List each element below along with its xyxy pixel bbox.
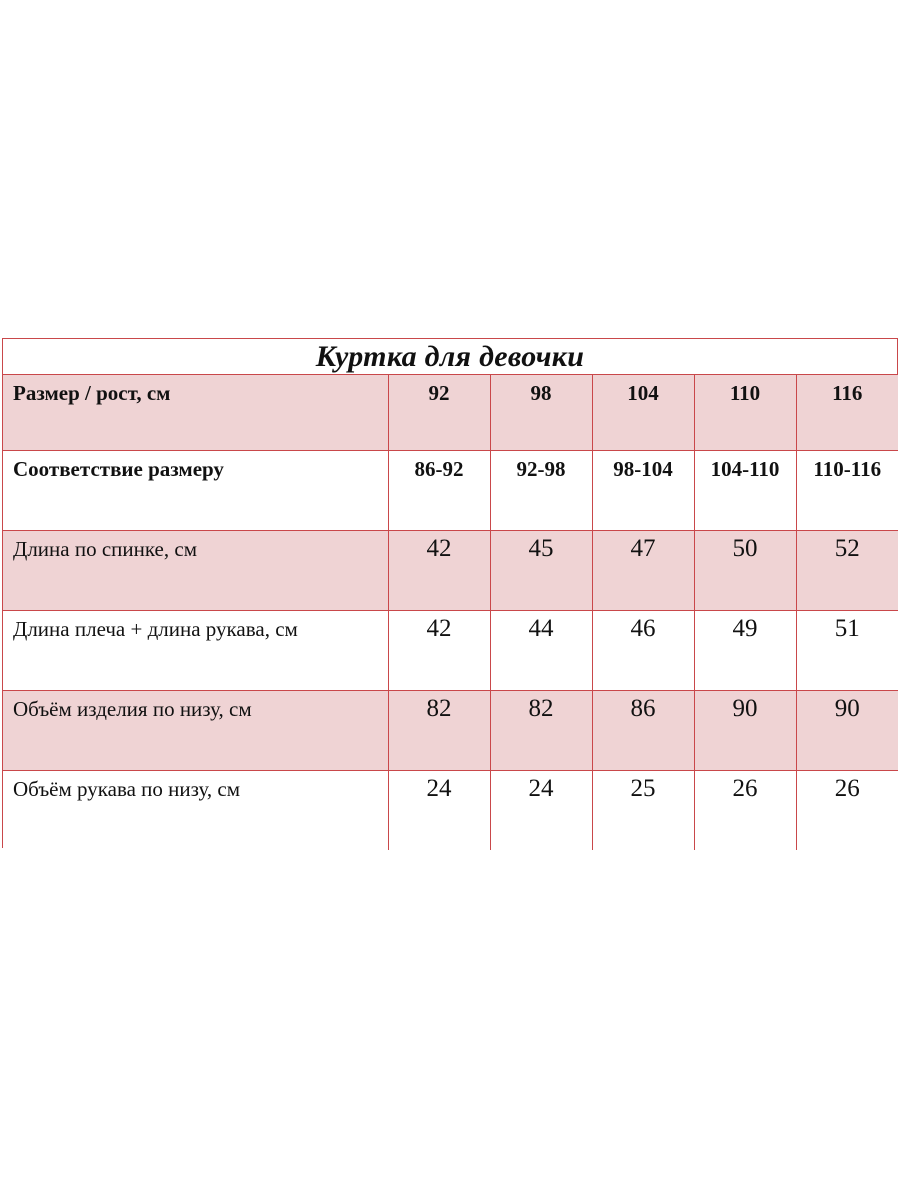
value-cell <box>592 450 694 530</box>
header-label: Размер / рост, см <box>13 381 171 405</box>
value-cell <box>694 690 796 770</box>
value-cell <box>592 690 694 770</box>
row-label-cell <box>3 450 388 530</box>
value-cell <box>694 770 796 850</box>
value-cell <box>388 530 490 610</box>
cell-value: 47 <box>630 534 656 562</box>
value-cell <box>796 610 898 690</box>
cell-value: 104-110 <box>710 456 780 481</box>
row-label-cell <box>3 530 388 610</box>
value-cell <box>796 530 898 610</box>
size-header: 92 <box>428 381 450 405</box>
chart-title: Куртка для девочки <box>3 339 897 375</box>
table-row-back-length <box>3 530 898 610</box>
cell-value: 46 <box>630 614 656 642</box>
cell-value: 92-98 <box>516 456 566 481</box>
cell-value: 24 <box>426 774 452 802</box>
size-header: 98 <box>530 381 552 405</box>
cell-value: 51 <box>834 614 860 642</box>
row-label-cell <box>3 770 388 850</box>
size-header-cell <box>592 375 694 450</box>
cell-value: 42 <box>426 614 452 642</box>
value-cell <box>490 770 592 850</box>
size-header-cell <box>388 375 490 450</box>
row-label: Длина по спинке, см <box>13 536 197 561</box>
size-header-cell <box>490 375 592 450</box>
size-chart-table <box>2 338 898 848</box>
cell-value: 44 <box>528 614 554 642</box>
row-label: Объём рукава по низу, см <box>13 776 241 801</box>
table-row-hem-volume <box>3 690 898 770</box>
value-cell <box>592 770 694 850</box>
value-cell <box>388 770 490 850</box>
cell-value: 24 <box>528 774 554 802</box>
cell-value: 110-116 <box>813 456 882 481</box>
cell-value: 26 <box>732 774 758 802</box>
value-cell <box>490 610 592 690</box>
cell-value: 98-104 <box>613 456 673 481</box>
value-cell <box>592 610 694 690</box>
row-label: Соответствие размеру <box>13 456 224 481</box>
cell-value: 52 <box>834 534 860 562</box>
cell-value: 50 <box>732 534 758 562</box>
value-cell <box>592 530 694 610</box>
row-label: Длина плеча + длина рукава, см <box>13 616 298 641</box>
size-header-cell <box>694 375 796 450</box>
size-header: 110 <box>729 381 761 405</box>
row-label-cell <box>3 690 388 770</box>
cell-value: 90 <box>732 694 758 722</box>
size-header: 104 <box>627 381 659 405</box>
cell-value: 49 <box>732 614 758 642</box>
cell-value: 42 <box>426 534 452 562</box>
cell-value: 86-92 <box>414 456 464 481</box>
row-label-cell <box>3 610 388 690</box>
value-cell <box>796 690 898 770</box>
value-cell <box>490 450 592 530</box>
cell-value: 45 <box>528 534 554 562</box>
cell-value: 82 <box>426 694 452 722</box>
row-label: Объём изделия по низу, см <box>13 696 252 721</box>
value-cell <box>490 690 592 770</box>
value-cell <box>490 530 592 610</box>
cell-value: 86 <box>630 694 656 722</box>
value-cell <box>388 450 490 530</box>
value-cell <box>694 530 796 610</box>
value-cell <box>388 690 490 770</box>
value-cell <box>796 450 898 530</box>
value-cell <box>694 610 796 690</box>
size-grid <box>3 375 898 850</box>
table-row-sleeve-length <box>3 610 898 690</box>
cell-value: 82 <box>528 694 554 722</box>
table-row-size-match <box>3 450 898 530</box>
cell-value: 26 <box>834 774 860 802</box>
value-cell <box>796 770 898 850</box>
cell-value: 25 <box>630 774 656 802</box>
value-cell <box>388 610 490 690</box>
header-label-cell <box>3 375 388 450</box>
cell-value: 90 <box>834 694 860 722</box>
size-header-cell <box>796 375 898 450</box>
table-row-cuff-volume <box>3 770 898 850</box>
header-row <box>3 375 898 450</box>
value-cell <box>694 450 796 530</box>
size-header: 116 <box>832 381 863 405</box>
